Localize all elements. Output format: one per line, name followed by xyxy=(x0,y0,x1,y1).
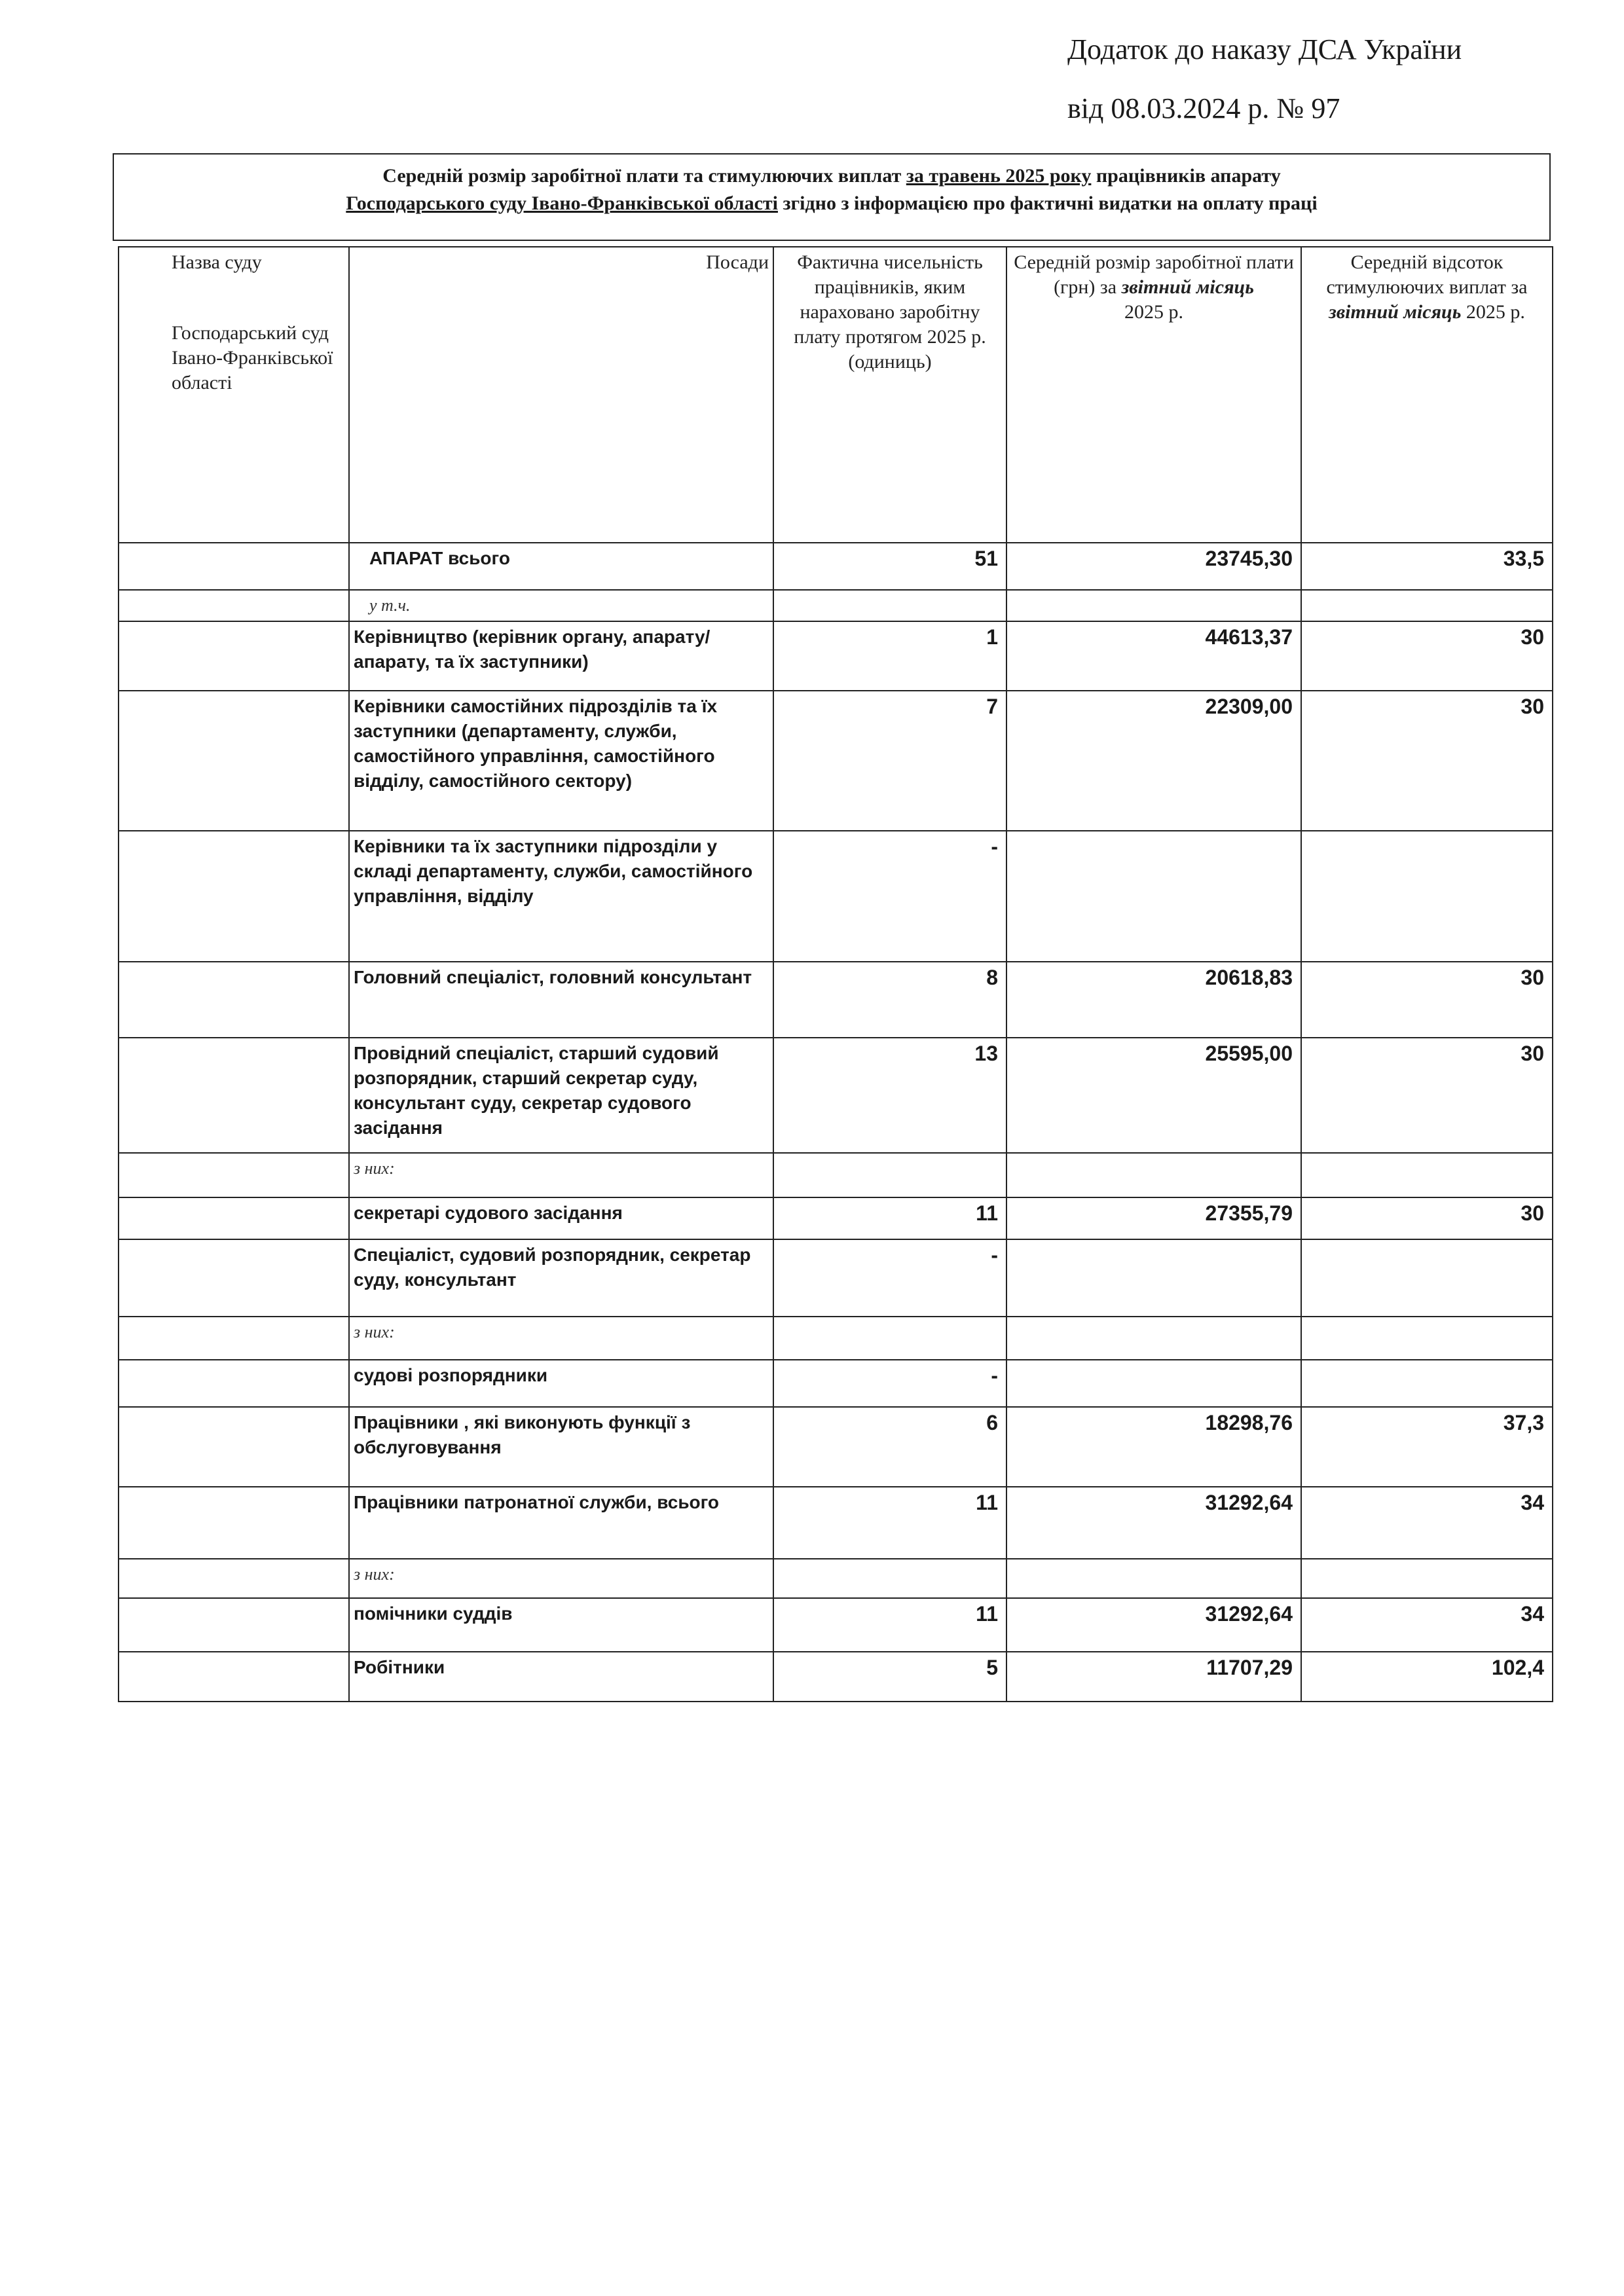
count-cell: 11 xyxy=(773,1487,1006,1559)
table-row xyxy=(119,962,1553,1038)
position-cell: з них: xyxy=(349,1559,773,1598)
order-date-number: від 08.03.2024 р. № 97 xyxy=(1067,92,1340,124)
court-cell xyxy=(119,691,349,831)
court-cell xyxy=(119,1239,349,1317)
count-cell: 11 xyxy=(773,1197,1006,1239)
salary-cell: 18298,76 xyxy=(1006,1407,1301,1487)
table-row xyxy=(119,1559,1553,1598)
count-cell: 1 xyxy=(773,621,1006,691)
position-cell: Керівники та їх заступники підрозділи у складі департаменту, служби, самостійного управління, відділу xyxy=(349,831,773,962)
court-name: Господарський суд Івано-Франківської області xyxy=(172,322,333,393)
percent-cell xyxy=(1301,1317,1553,1360)
count-cell xyxy=(773,1317,1006,1360)
salary-cell: 31292,64 xyxy=(1006,1487,1301,1559)
count-cell: - xyxy=(773,831,1006,962)
avg-bonus-year: 2025 р. xyxy=(1461,301,1525,323)
table-row xyxy=(119,831,1553,962)
position-cell: з них: xyxy=(349,1317,773,1360)
salary-cell xyxy=(1006,1360,1301,1407)
salary-cell xyxy=(1006,1239,1301,1317)
percent-cell xyxy=(1301,1153,1553,1197)
percent-cell xyxy=(1301,1559,1553,1598)
position-cell: Головний спеціаліст, головний консультант xyxy=(349,962,773,1038)
position-cell: Працівники патронатної служби, всього xyxy=(349,1487,773,1559)
court-label: Назва суду xyxy=(172,251,262,273)
title-court: Господарського суду Івано-Франківської області xyxy=(346,192,778,214)
avg-salary-year: 2025 р. xyxy=(1124,301,1183,323)
title-part2: працівників апарату xyxy=(1091,165,1281,187)
court-cell xyxy=(119,831,349,962)
position-cell: секретарі судового засідання xyxy=(349,1197,773,1239)
table-row xyxy=(119,1317,1553,1360)
salary-cell: 25595,00 xyxy=(1006,1038,1301,1153)
salary-cell: 31292,64 xyxy=(1006,1598,1301,1652)
percent-cell xyxy=(1301,590,1553,621)
percent-cell xyxy=(1301,1239,1553,1317)
salary-cell: 22309,00 xyxy=(1006,691,1301,831)
header-headcount: Фактична чисельність працівників, яким нараховано заробітну плату протягом 2025 р. (одиниць) xyxy=(773,247,1006,543)
position-cell: помічники суддів xyxy=(349,1598,773,1652)
salary-cell xyxy=(1006,831,1301,962)
header-positions: Посади xyxy=(349,247,773,543)
count-cell xyxy=(773,1559,1006,1598)
title-part3: згідно з інформацією про фактичні видатки на оплату праці xyxy=(777,192,1318,214)
salary-cell xyxy=(1006,590,1301,621)
table-row xyxy=(119,1407,1553,1487)
position-cell: у т.ч. xyxy=(349,590,773,621)
percent-cell: 30 xyxy=(1301,1197,1553,1239)
court-cell xyxy=(119,1559,349,1598)
table-row xyxy=(119,1652,1553,1702)
position-cell: Робітники xyxy=(349,1652,773,1702)
percent-cell: 30 xyxy=(1301,962,1553,1038)
salary-cell: 27355,79 xyxy=(1006,1197,1301,1239)
salary-cell: 20618,83 xyxy=(1006,962,1301,1038)
table-row xyxy=(119,1598,1553,1652)
table-row xyxy=(119,691,1553,831)
court-cell xyxy=(119,1652,349,1702)
header-avg-salary xyxy=(1006,247,1301,543)
salary-cell xyxy=(1006,1317,1301,1360)
percent-cell: 34 xyxy=(1301,1487,1553,1559)
percent-cell xyxy=(1301,1360,1553,1407)
court-cell xyxy=(119,1153,349,1197)
percent-cell: 102,4 xyxy=(1301,1652,1553,1702)
court-cell xyxy=(119,590,349,621)
percent-cell: 34 xyxy=(1301,1598,1553,1652)
salary-cell xyxy=(1006,1153,1301,1197)
salary-cell xyxy=(1006,1559,1301,1598)
table-row xyxy=(119,1038,1553,1153)
position-cell: Працівники , які виконують функції з обслуговування xyxy=(349,1407,773,1487)
count-cell: 8 xyxy=(773,962,1006,1038)
court-cell xyxy=(119,1038,349,1153)
court-cell xyxy=(119,621,349,691)
avg-salary-label: Середній розмір заробітної плати (грн) за xyxy=(1014,251,1294,298)
position-cell: Провідний спеціаліст, старший судовий розпорядник, старший секретар суду, консультант суду, секретар судового засідання xyxy=(349,1038,773,1153)
table-row xyxy=(119,1197,1553,1239)
salary-cell: 23745,30 xyxy=(1006,543,1301,590)
count-cell: 51 xyxy=(773,543,1006,590)
percent-cell xyxy=(1301,831,1553,962)
percent-cell: 33,5 xyxy=(1301,543,1553,590)
avg-bonus-label: Середній відсоток стимулюючих виплат за xyxy=(1326,251,1528,298)
count-cell: 6 xyxy=(773,1407,1006,1487)
count-cell: - xyxy=(773,1360,1006,1407)
table-row xyxy=(119,1239,1553,1317)
count-cell: - xyxy=(773,1239,1006,1317)
court-cell xyxy=(119,1360,349,1407)
avg-salary-period: звітний місяць xyxy=(1121,276,1254,298)
percent-cell: 30 xyxy=(1301,1038,1553,1153)
position-cell: АПАРАТ всього xyxy=(349,543,773,590)
count-cell: 5 xyxy=(773,1652,1006,1702)
court-cell xyxy=(119,1598,349,1652)
document-title xyxy=(113,153,1551,241)
court-cell xyxy=(119,1317,349,1360)
header-court xyxy=(119,247,349,543)
count-cell xyxy=(773,590,1006,621)
count-cell: 7 xyxy=(773,691,1006,831)
header-avg-bonus xyxy=(1301,247,1553,543)
position-cell: з них: xyxy=(349,1153,773,1197)
position-cell: Керівники самостійних підрозділів та їх заступники (департаменту, служби, самостійного управління, самостійного відділу, самостійного сектору) xyxy=(349,691,773,831)
position-cell: Спеціаліст, судовий розпорядник, секретар суду, консультант xyxy=(349,1239,773,1317)
title-part1: Середній розмір заробітної плати та стимулюючих виплат xyxy=(382,165,906,187)
table-row xyxy=(119,590,1553,621)
salary-cell: 44613,37 xyxy=(1006,621,1301,691)
table-row xyxy=(119,1153,1553,1197)
position-cell: Керівництво (керівник органу, апарату/апарату, та їх заступники) xyxy=(349,621,773,691)
table-row xyxy=(119,1487,1553,1559)
court-cell xyxy=(119,962,349,1038)
count-cell: 11 xyxy=(773,1598,1006,1652)
percent-cell: 30 xyxy=(1301,621,1553,691)
court-cell xyxy=(119,1407,349,1487)
order-reference: Додаток до наказу ДСА України xyxy=(1067,33,1462,65)
position-cell: судові розпорядники xyxy=(349,1360,773,1407)
table-row xyxy=(119,1360,1553,1407)
court-cell xyxy=(119,1487,349,1559)
salary-cell: 11707,29 xyxy=(1006,1652,1301,1702)
table-header-row xyxy=(119,247,1553,543)
salary-table xyxy=(118,246,1553,1702)
table-row xyxy=(119,543,1553,590)
count-cell: 13 xyxy=(773,1038,1006,1153)
percent-cell: 30 xyxy=(1301,691,1553,831)
table-row xyxy=(119,621,1553,691)
percent-cell: 37,3 xyxy=(1301,1407,1553,1487)
title-period: за травень 2025 року xyxy=(906,165,1092,187)
avg-bonus-period: звітний місяць xyxy=(1329,301,1462,323)
count-cell xyxy=(773,1153,1006,1197)
court-cell xyxy=(119,543,349,590)
court-cell xyxy=(119,1197,349,1239)
